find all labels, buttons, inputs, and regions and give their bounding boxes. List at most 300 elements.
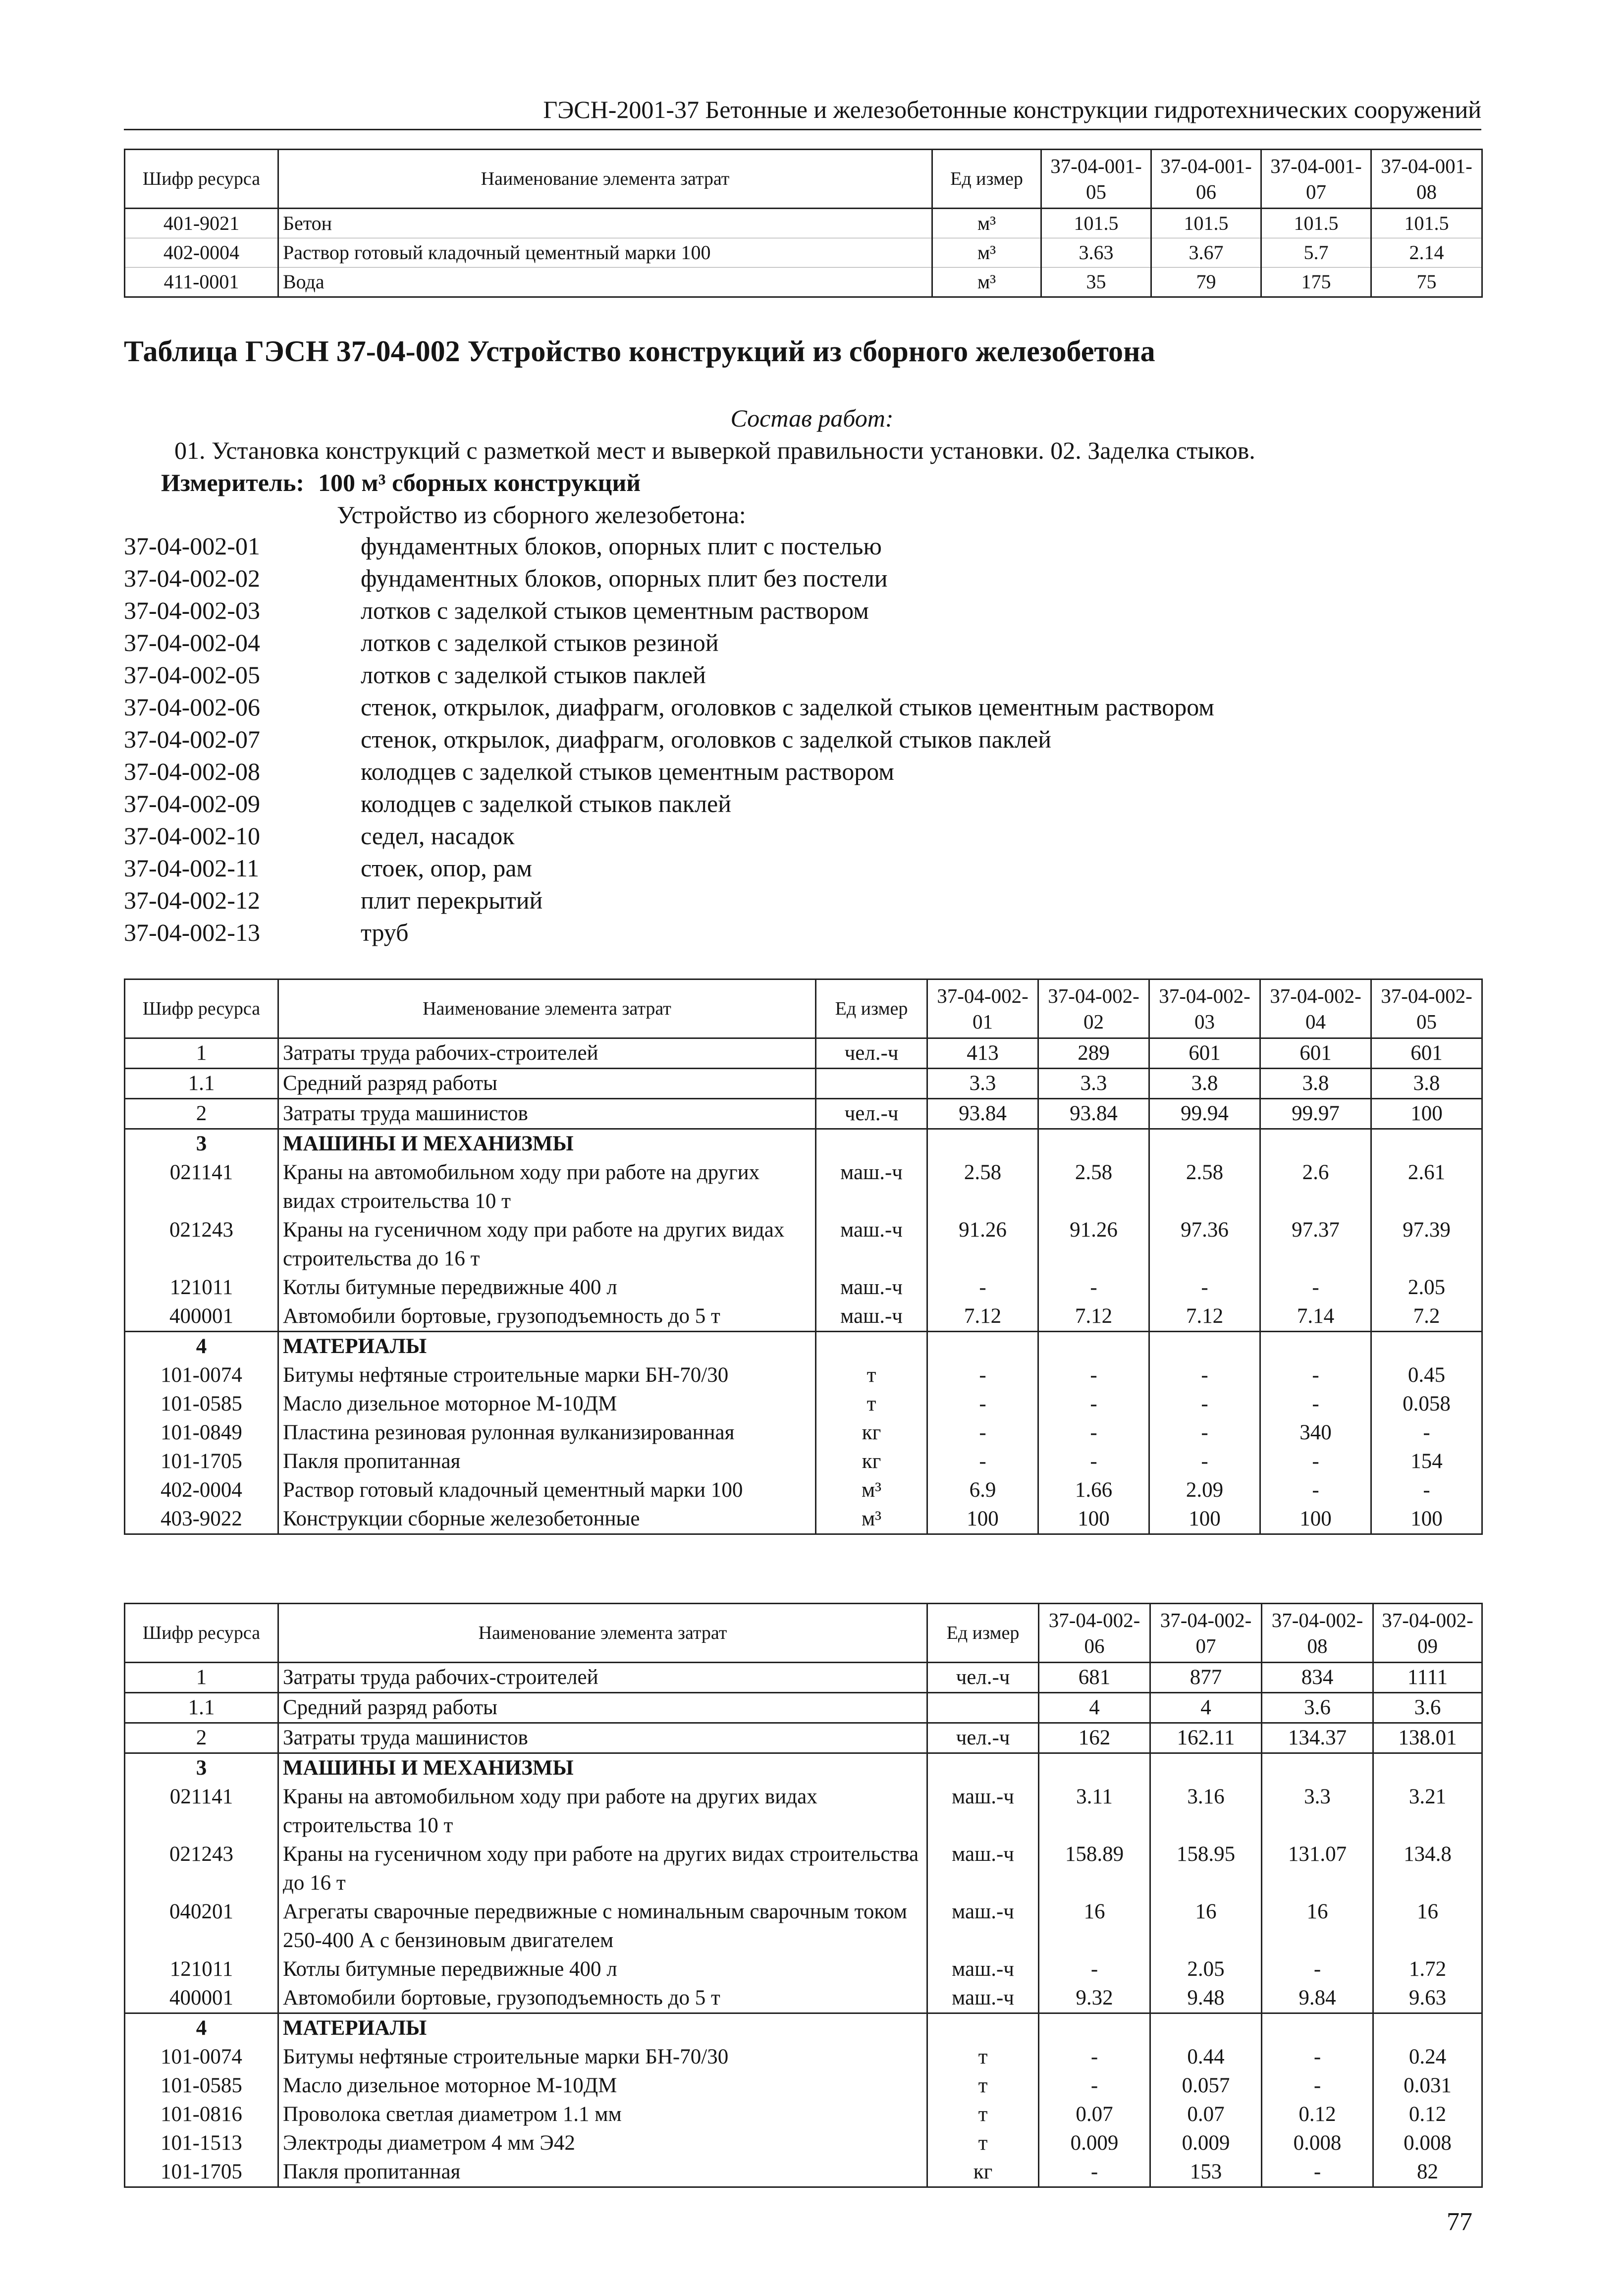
norm-item-desc: стенок, открылок, диафрагм, оголовков с заделкой стыков паклей: [361, 725, 1051, 753]
table-row: [125, 1663, 1482, 1693]
norm-value: 4: [1150, 1693, 1262, 1723]
resource-code: 021141: [125, 1783, 278, 1840]
resource-code: 1.1: [125, 1693, 278, 1723]
norm-value: -: [1149, 1390, 1260, 1418]
norm-value: 0.031: [1373, 2071, 1482, 2100]
resource-name: Битумы нефтяные строительные марки БН-70/30: [278, 2043, 927, 2071]
norm-value: 5.7: [1261, 238, 1371, 268]
norm-value: [1038, 1129, 1149, 1159]
norm-value: 99.97: [1260, 1099, 1371, 1129]
norm-item-code: 37-04-002-12: [124, 886, 260, 914]
norm-value: -: [1262, 2158, 1373, 2187]
norm-value: -: [1262, 2071, 1373, 2100]
norm-value: 3.11: [1039, 1783, 1150, 1840]
norm-value: 101.5: [1261, 209, 1371, 238]
norm-value: 93.84: [927, 1099, 1038, 1129]
resource-code: 021243: [125, 1840, 278, 1898]
resource-name: Агрегаты сварочные передвижные с номинальным сварочным током 250-400 А с бензиновым двигателем: [278, 1898, 927, 1955]
resource-name: Раствор готовый кладочный цементный марки 100: [278, 1476, 816, 1505]
resource-name: Средний разряд работы: [278, 1069, 816, 1099]
resource-code: 040201: [125, 1898, 278, 1955]
norm-value: [1373, 2013, 1482, 2043]
norm-value: -: [1371, 1476, 1482, 1505]
norm-value: 2.6: [1260, 1158, 1371, 1216]
col-name-header: Наименование элемента затрат: [278, 979, 816, 1038]
norm-item: [124, 725, 1462, 757]
col-norm-header: 37-04-001-06: [1151, 150, 1261, 209]
norm-value: 3.6: [1373, 1693, 1482, 1723]
norm-value: -: [1260, 1390, 1371, 1418]
measure-value: 100 м³ сборных конструкций: [318, 469, 641, 496]
norm-value: 9.84: [1262, 1984, 1373, 2013]
norm-value: 0.12: [1373, 2100, 1482, 2129]
norm-value: 0.008: [1373, 2129, 1482, 2158]
resource-table-002b: [124, 1603, 1483, 2188]
norm-value: 158.95: [1150, 1840, 1262, 1898]
norm-value: 2.05: [1371, 1273, 1482, 1302]
norm-value: [1262, 1753, 1373, 1783]
norm-value: 0.12: [1262, 2100, 1373, 2129]
norm-value: 99.94: [1149, 1099, 1260, 1129]
norm-item-desc: колодцев с заделкой стыков паклей: [361, 790, 731, 817]
table-row: [125, 1390, 1482, 1418]
norm-value: 9.32: [1039, 1984, 1150, 2013]
norm-value: -: [927, 1418, 1038, 1447]
norm-value: 16: [1262, 1898, 1373, 1955]
norm-item-code: 37-04-002-03: [124, 597, 260, 624]
norm-value: 340: [1260, 1418, 1371, 1447]
norm-item-code: 37-04-002-05: [124, 661, 260, 689]
norm-value: 3.16: [1150, 1783, 1262, 1840]
norm-value: [1150, 1753, 1262, 1783]
norm-value: 101.5: [1041, 209, 1151, 238]
resource-unit: маш.-ч: [927, 1783, 1039, 1840]
norm-value: [1149, 1332, 1260, 1361]
norm-value: 7.2: [1371, 1302, 1482, 1332]
table-row: [125, 2129, 1482, 2158]
norm-value: [1371, 1332, 1482, 1361]
table-row: [125, 1783, 1482, 1840]
resource-unit: чел.-ч: [816, 1038, 927, 1069]
norm-value: 7.14: [1260, 1302, 1371, 1332]
norm-value: 3.21: [1373, 1783, 1482, 1840]
resource-unit: маш.-ч: [816, 1302, 927, 1332]
norm-item-code: 37-04-002-01: [124, 532, 260, 560]
norm-value: 3.3: [927, 1069, 1038, 1099]
norm-value: 91.26: [1038, 1216, 1149, 1273]
resource-unit: [816, 1129, 927, 1159]
table-row: [125, 1723, 1482, 1753]
resource-unit: кг: [816, 1447, 927, 1476]
table-row: [125, 2043, 1482, 2071]
col-name-header: Наименование элемента затрат: [278, 1604, 927, 1663]
resource-name: Битумы нефтяные строительные марки БН-70/30: [278, 1361, 816, 1390]
col-norm-header: 37-04-002-02: [1038, 979, 1149, 1038]
norm-value: -: [1260, 1273, 1371, 1302]
norm-value: 97.39: [1371, 1216, 1482, 1273]
norm-value: 9.48: [1150, 1984, 1262, 2013]
norm-value: -: [1039, 1955, 1150, 1984]
norm-value: [1262, 2013, 1373, 2043]
table-row: [125, 1332, 1482, 1361]
norm-value: 101.5: [1371, 209, 1482, 238]
norm-item: [124, 660, 1462, 693]
norm-item: [124, 789, 1462, 821]
resource-name: МАШИНЫ И МЕХАНИЗМЫ: [278, 1129, 816, 1159]
norm-value: 158.89: [1039, 1840, 1150, 1898]
works-list: 01. Установка конструкций с разметкой мест и выверкой правильности установки. 02. Заделка стыков.: [174, 436, 1255, 464]
norm-value: [1260, 1129, 1371, 1159]
norm-value: 97.37: [1260, 1216, 1371, 1273]
table-row: [125, 209, 1482, 238]
norm-value: 82: [1373, 2158, 1482, 2187]
resource-code: 403-9022: [125, 1505, 278, 1534]
resource-name: Автомобили бортовые, грузоподъемность до 5 т: [278, 1984, 927, 2013]
norm-item-code: 37-04-002-07: [124, 725, 260, 753]
norm-value: -: [1038, 1273, 1149, 1302]
resource-unit: м³: [932, 209, 1041, 238]
resource-name: Краны на гусеничном ходу при работе на других видах строительства до 16 т: [278, 1840, 927, 1898]
resource-unit: т: [927, 2043, 1039, 2071]
norm-value: 153: [1150, 2158, 1262, 2187]
norm-value: 7.12: [1149, 1302, 1260, 1332]
norm-value: 154: [1371, 1447, 1482, 1476]
norm-value: 0.009: [1039, 2129, 1150, 2158]
resource-unit: м³: [932, 238, 1041, 268]
resource-code: 401-9021: [125, 209, 278, 238]
norm-value: 7.12: [1038, 1302, 1149, 1332]
col-code-header: Шифр ресурса: [125, 150, 278, 209]
norm-item: [124, 564, 1462, 596]
resource-unit: т: [927, 2129, 1039, 2158]
resource-code: 1: [125, 1038, 278, 1069]
resource-code: 101-1705: [125, 1447, 278, 1476]
norm-value: -: [1262, 2043, 1373, 2071]
resource-code: 2: [125, 1099, 278, 1129]
norm-value: -: [1149, 1418, 1260, 1447]
norm-value: 162: [1039, 1723, 1150, 1753]
norm-value: 75: [1371, 268, 1482, 297]
table-row: [125, 1693, 1482, 1723]
resource-code: 021243: [125, 1216, 278, 1273]
norm-value: -: [927, 1361, 1038, 1390]
resource-name: Краны на гусеничном ходу при работе на других видах строительства до 16 т: [278, 1216, 816, 1273]
norm-item-desc: стоек, опор, рам: [361, 854, 533, 882]
norm-item-desc: лотков с заделкой стыков паклей: [361, 661, 706, 689]
table-row: [125, 2013, 1482, 2043]
norm-value: 0.057: [1150, 2071, 1262, 2100]
resource-code: 101-0074: [125, 2043, 278, 2071]
resource-name: Конструкции сборные железобетонные: [278, 1505, 816, 1534]
norm-value: 101.5: [1151, 209, 1261, 238]
norm-value: -: [1149, 1361, 1260, 1390]
resource-code: 121011: [125, 1955, 278, 1984]
norm-value: [1260, 1332, 1371, 1361]
norm-item: [124, 596, 1462, 628]
resource-unit: [927, 1693, 1039, 1723]
table-row: [125, 268, 1482, 297]
table-row: [125, 1216, 1482, 1273]
resource-code: 402-0004: [125, 1476, 278, 1505]
norm-value: -: [1149, 1447, 1260, 1476]
resource-name: Вода: [278, 268, 932, 297]
resource-name: Краны на автомобильном ходу при работе на других видах строительства 10 т: [278, 1158, 816, 1216]
page-number: 77: [1447, 2208, 1472, 2236]
norm-value: 3.3: [1038, 1069, 1149, 1099]
norm-value: 100: [927, 1505, 1038, 1534]
resource-code: 3: [125, 1129, 278, 1159]
table-row: [125, 1069, 1482, 1099]
norm-value: 601: [1149, 1038, 1260, 1069]
norm-value: 2.58: [1149, 1158, 1260, 1216]
resource-name: Затраты труда рабочих-строителей: [278, 1663, 927, 1693]
norm-item-code: 37-04-002-13: [124, 919, 260, 946]
resource-name: МАТЕРИАЛЫ: [278, 2013, 927, 2043]
resource-code: 021141: [125, 1158, 278, 1216]
resource-name: Средний разряд работы: [278, 1693, 927, 1723]
col-norm-header: 37-04-001-08: [1371, 150, 1482, 209]
norm-value: -: [1039, 2043, 1150, 2071]
resource-name: Пакля пропитанная: [278, 2158, 927, 2187]
resource-name: Электроды диаметром 4 мм Э42: [278, 2129, 927, 2158]
table-row: [125, 1505, 1482, 1534]
norm-value: 93.84: [1038, 1099, 1149, 1129]
norm-value: -: [1038, 1390, 1149, 1418]
norm-value: 79: [1151, 268, 1261, 297]
composition-label: Состав работ:: [730, 404, 894, 432]
norm-item-desc: лотков с заделкой стыков цементным раствором: [361, 597, 869, 624]
norm-value: -: [1038, 1418, 1149, 1447]
col-norm-header: 37-04-001-07: [1261, 150, 1371, 209]
norm-value: 3.8: [1260, 1069, 1371, 1099]
norm-value: 0.008: [1262, 2129, 1373, 2158]
col-norm-header: 37-04-002-03: [1149, 979, 1260, 1038]
table-row: [125, 1753, 1482, 1783]
table-row: [125, 1984, 1482, 2013]
table-row: [125, 1273, 1482, 1302]
table-row: [125, 2071, 1482, 2100]
norm-value: 3.67: [1151, 238, 1261, 268]
norm-value: -: [927, 1273, 1038, 1302]
norm-value: 2.61: [1371, 1158, 1482, 1216]
norm-value: 162.11: [1150, 1723, 1262, 1753]
norm-value: 877: [1150, 1663, 1262, 1693]
norm-item-desc: колодцев с заделкой стыков цементным раствором: [361, 758, 894, 785]
table-row: [125, 1476, 1482, 1505]
table-row: [125, 1099, 1482, 1129]
table-header-row: [125, 150, 1482, 209]
table-row: [125, 1447, 1482, 1476]
col-norm-header: 37-04-002-07: [1150, 1604, 1262, 1663]
norm-value: 100: [1149, 1505, 1260, 1534]
norm-value: 2.58: [1038, 1158, 1149, 1216]
norm-value: 100: [1260, 1505, 1371, 1534]
norm-value: -: [1371, 1418, 1482, 1447]
norm-item-desc: фундаментных блоков, опорных плит с постелью: [361, 532, 882, 560]
resource-name: Автомобили бортовые, грузоподъемность до 5 т: [278, 1302, 816, 1332]
section-title: Таблица ГЭСН 37-04-002 Устройство конструкций из сборного железобетона: [124, 335, 1155, 368]
col-norm-header: 37-04-002-04: [1260, 979, 1371, 1038]
norm-item-desc: плит перекрытий: [361, 886, 543, 914]
norm-value: -: [1038, 1447, 1149, 1476]
resource-unit: т: [816, 1361, 927, 1390]
resource-name: Затраты труда рабочих-строителей: [278, 1038, 816, 1069]
table-row: [125, 238, 1482, 268]
norm-value: 16: [1039, 1898, 1150, 1955]
resource-code: 400001: [125, 1302, 278, 1332]
resource-code: 3: [125, 1753, 278, 1783]
norm-value: 134.37: [1262, 1723, 1373, 1753]
norm-item-code: 37-04-002-09: [124, 790, 260, 817]
norm-value: [1039, 1753, 1150, 1783]
resource-code: 1.1: [125, 1069, 278, 1099]
norm-value: 16: [1150, 1898, 1262, 1955]
norm-item: [124, 886, 1462, 918]
resource-code: 101-1705: [125, 2158, 278, 2187]
norm-value: -: [1149, 1273, 1260, 1302]
norm-value: 100: [1371, 1505, 1482, 1534]
col-norm-header: 37-04-001-05: [1041, 150, 1151, 209]
norm-value: -: [1039, 2071, 1150, 2100]
norm-value: 1.72: [1373, 1955, 1482, 1984]
resource-name: Котлы битумные передвижные 400 л: [278, 1273, 816, 1302]
norm-value: 834: [1262, 1663, 1373, 1693]
resource-code: 4: [125, 2013, 278, 2043]
norm-value: 0.45: [1371, 1361, 1482, 1390]
resource-unit: т: [927, 2100, 1039, 2129]
resource-unit: чел.-ч: [927, 1723, 1039, 1753]
table-row: [125, 1840, 1482, 1898]
norm-item: [124, 628, 1462, 660]
norm-item-code: 37-04-002-02: [124, 564, 260, 592]
resource-name: Проволока светлая диаметром 1.1 мм: [278, 2100, 927, 2129]
norm-value: [927, 1332, 1038, 1361]
resource-unit: маш.-ч: [927, 1955, 1039, 1984]
table-row: [125, 1038, 1482, 1069]
resource-name: Котлы битумные передвижные 400 л: [278, 1955, 927, 1984]
table-header-row: [125, 1604, 1482, 1663]
table-row: [125, 1418, 1482, 1447]
col-unit-header: Ед измер: [927, 1604, 1039, 1663]
norm-value: 6.9: [927, 1476, 1038, 1505]
resource-unit: [927, 2013, 1039, 2043]
norm-value: 3.8: [1149, 1069, 1260, 1099]
col-name-header: Наименование элемента затрат: [278, 150, 932, 209]
resource-code: 101-1513: [125, 2129, 278, 2158]
norm-value: 289: [1038, 1038, 1149, 1069]
norm-value: 1111: [1373, 1663, 1482, 1693]
norm-value: [1149, 1129, 1260, 1159]
norm-item-code: 37-04-002-11: [124, 854, 260, 882]
measure-label: Измеритель:: [161, 469, 305, 496]
resource-code: 1: [125, 1663, 278, 1693]
norm-value: 601: [1371, 1038, 1482, 1069]
norm-value: 175: [1261, 268, 1371, 297]
running-header: [124, 79, 1481, 130]
resource-code: 411-0001: [125, 268, 278, 297]
table-row: [125, 1129, 1482, 1159]
table-row: [125, 2158, 1482, 2187]
resource-code: 402-0004: [125, 238, 278, 268]
norm-value: 7.12: [927, 1302, 1038, 1332]
items-intro: Устройство из сборного железобетона:: [337, 501, 746, 529]
norm-value: 91.26: [927, 1216, 1038, 1273]
header-title: ГЭСН-2001-37 Бетонные и железобетонные конструкции гидротехнических сооружений: [543, 96, 1481, 123]
norm-value: -: [1039, 2158, 1150, 2187]
norm-value: 131.07: [1262, 1840, 1373, 1898]
norm-value: [1038, 1332, 1149, 1361]
table-row: [125, 1898, 1482, 1955]
resource-unit: маш.-ч: [927, 1840, 1039, 1898]
col-norm-header: 37-04-002-01: [927, 979, 1038, 1038]
norm-item: [124, 854, 1462, 886]
norm-value: 100: [1371, 1099, 1482, 1129]
norm-item-desc: стенок, открылок, диафрагм, оголовков с заделкой стыков цементным раствором: [361, 693, 1214, 721]
resource-unit: м³: [816, 1476, 927, 1505]
norm-value: 3.8: [1371, 1069, 1482, 1099]
measure-line: [161, 468, 654, 497]
col-unit-header: Ед измер: [816, 979, 927, 1038]
norm-value: [1371, 1129, 1482, 1159]
resource-name: Бетон: [278, 209, 932, 238]
norm-value: 681: [1039, 1663, 1150, 1693]
norm-item-desc: фундаментных блоков, опорных плит без постели: [361, 564, 888, 592]
resource-unit: маш.-ч: [816, 1216, 927, 1273]
norm-value: 601: [1260, 1038, 1371, 1069]
resource-table-002a: [124, 978, 1483, 1535]
norm-item-code: 37-04-002-04: [124, 629, 260, 656]
norm-value: -: [927, 1447, 1038, 1476]
resource-code: 4: [125, 1332, 278, 1361]
resource-name: Раствор готовый кладочный цементный марки 100: [278, 238, 932, 268]
resource-unit: [816, 1332, 927, 1361]
col-norm-header: 37-04-002-05: [1371, 979, 1482, 1038]
resource-name: Пакля пропитанная: [278, 1447, 816, 1476]
norm-items-list: [124, 532, 1462, 950]
norm-value: 2.14: [1371, 238, 1482, 268]
table-row: [125, 2100, 1482, 2129]
col-unit-header: Ед измер: [932, 150, 1041, 209]
col-norm-header: 37-04-002-08: [1262, 1604, 1373, 1663]
norm-value: 413: [927, 1038, 1038, 1069]
resource-unit: м³: [816, 1505, 927, 1534]
resource-unit: чел.-ч: [927, 1663, 1039, 1693]
resource-code: 101-0074: [125, 1361, 278, 1390]
norm-value: 3.6: [1262, 1693, 1373, 1723]
norm-value: 16: [1373, 1898, 1482, 1955]
norm-value: 0.07: [1039, 2100, 1150, 2129]
norm-value: [1150, 2013, 1262, 2043]
resource-code: 400001: [125, 1984, 278, 2013]
resource-name: МАТЕРИАЛЫ: [278, 1332, 816, 1361]
norm-value: 97.36: [1149, 1216, 1260, 1273]
resource-name: Масло дизельное моторное М-10ДМ: [278, 2071, 927, 2100]
col-norm-header: 37-04-002-06: [1039, 1604, 1150, 1663]
table-row: [125, 1361, 1482, 1390]
norm-value: [927, 1129, 1038, 1159]
norm-item-desc: седел, насадок: [361, 822, 515, 850]
table-row: [125, 1955, 1482, 1984]
norm-value: 134.8: [1373, 1840, 1482, 1898]
norm-item: [124, 693, 1462, 725]
norm-value: 138.01: [1373, 1723, 1482, 1753]
norm-value: 2.58: [927, 1158, 1038, 1216]
norm-value: [1373, 1753, 1482, 1783]
norm-value: [1039, 2013, 1150, 2043]
norm-item-code: 37-04-002-10: [124, 822, 260, 850]
resource-name: Пластина резиновая рулонная вулканизированная: [278, 1418, 816, 1447]
resource-unit: маш.-ч: [927, 1984, 1039, 2013]
